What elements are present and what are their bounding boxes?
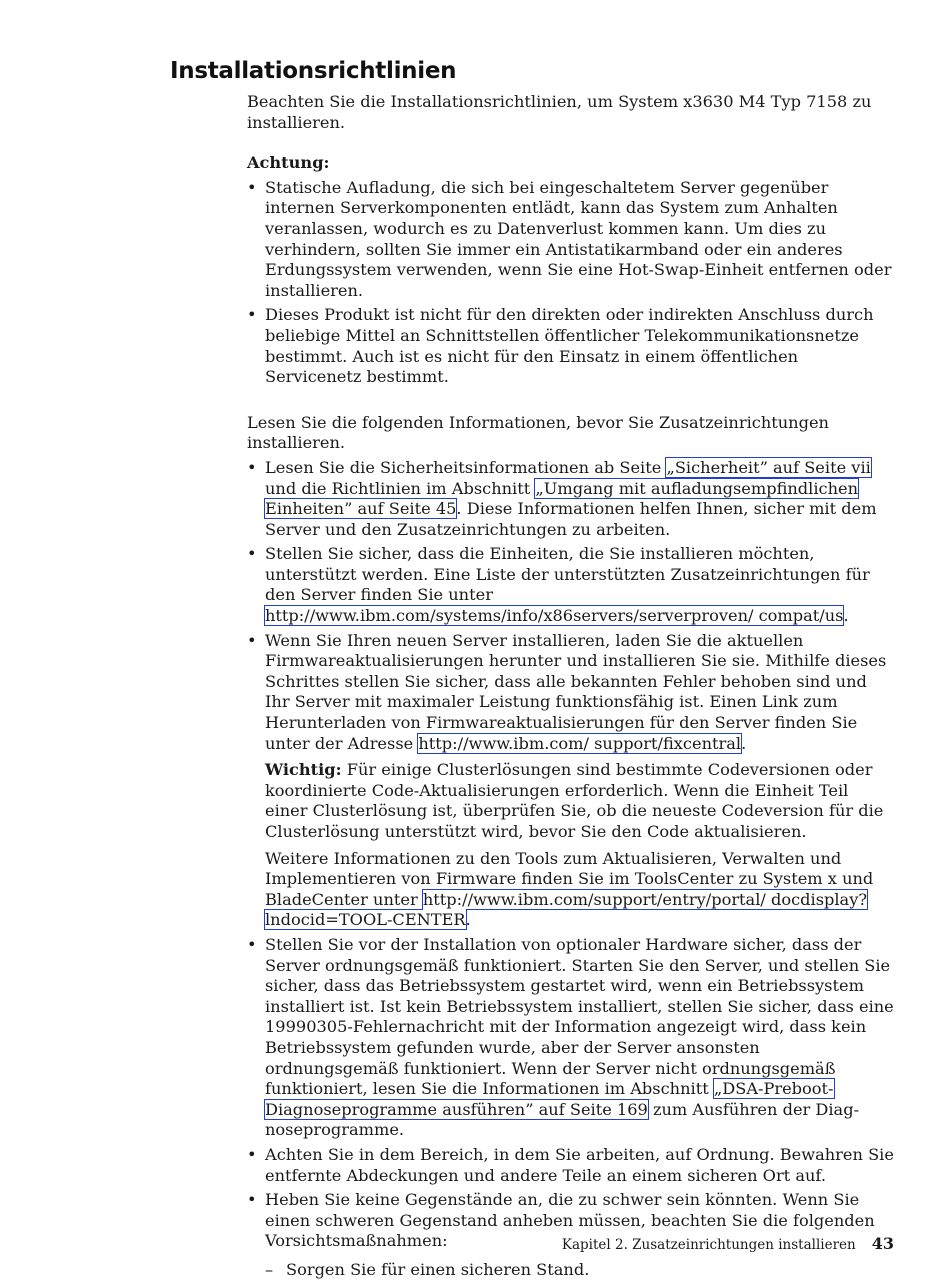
precaution-item: – Sorgen Sie für einen sicheren Stand.: [265, 1260, 894, 1281]
link-fixcentral[interactable]: http://www.ibm.com/ support/fixcentral: [418, 733, 742, 753]
warning-item: • Dieses Produkt ist nicht für den direkten oder indirekten Anschluss durch beliebige Mittel an Schnittstellen öffentlicher Telekommunikationsnetze bestimmt. Auch ist es nicht für den Einsatz in einem öffentlichen Servicenetz bestimmt.: [247, 305, 894, 387]
link-safety[interactable]: „Sicherheit” auf Seite vii: [666, 457, 871, 477]
warning-item: • Statische Aufladung, die sich bei eingeschaltetem Server gegenüber internen Serverkomponenten entlädt, kann das System zum Anhalten veranlassen, wodurch es zu Datenverlust kommen kann. Um dies zu verhindern, sollten Sie immer ein Antistatikarmband oder ein anderes Erdungssystem verwenden, wenn Sie eine Hot-Swap-Einheit entfernen oder installieren.: [247, 178, 894, 302]
guideline-item-safety: • Lesen Sie die Sicherheitsinformationen ab Seite „Sicherheit” auf Seite vii und die Richtlinien im Abschnitt „Umgang mit aufladungsempfindlichen Einheiten” auf Seite 45. Diese Informationen helfen Ihnen, sicher mit dem Server und den Zusatzeinrichtungen zu arbeiten.: [247, 458, 894, 540]
lead-paragraph: Lesen Sie die folgenden Informationen, bevor Sie Zusatzeinrichtungen installieren.: [247, 412, 829, 453]
intro-paragraph: Beachten Sie die Installationsrichtlinien, um System x3630 M4 Typ 7158 zu installieren.: [247, 92, 872, 132]
guideline-item-lifting: • Heben Sie keine Gegenstände an, die zu schwer sein könnten. Wenn Sie einen schweren Gegenstand anheben müssen, beachten Sie die folgenden Vorsichtsmaßnahmen: – Sorgen Sie für einen sicheren Stand.: [247, 1190, 894, 1280]
link-serverproven[interactable]: http://www.ibm.com/systems/info/x86servers/serverproven/ compat/us: [265, 606, 844, 626]
guideline-item-workspace: • Achten Sie in dem Bereich, in dem Sie arbeiten, auf Ordnung. Bewahren Sie entfernte Abdeckungen und andere Teile an einem sicheren Ort auf.: [247, 1145, 894, 1186]
lifting-precautions: [265, 1260, 894, 1281]
important-label: Wichtig:: [265, 760, 342, 780]
link-static-sensitive[interactable]: „Umgang mit aufladungsempfindlichen Einheiten” auf Seite 45: [265, 478, 859, 519]
page-title: Installationsrichtlinien: [170, 58, 457, 84]
important-note: Wichtig: Für einige Clusterlösungen sind bestimmte Codeversionen oder koordinierte Code-Aktualisierungen erforderlich. Wenn die Einheit Teil einer Clusterlösung ist, überprüfen Sie, ob die neueste Codeversion für die Clusterlösung unterstützt wird, bevor Sie den Code aktualisieren.: [265, 760, 884, 841]
guideline-item-supported-devices: • Stellen Sie sicher, dass die Einheiten, die Sie installieren möchten, unterstützt werden. Eine Liste der unterstützten Zusatzeinrichtungen für den Server finden Sie unter http://www.ibm.com/systems/info/x86servers/serverproven/ compat/us.: [247, 544, 894, 626]
toolscenter-note: Weitere Informationen zu den Tools zum Aktualisieren, Verwalten und Implementieren von Firmware finden Sie im ToolsCenter zu System x und BladeCenter unter http://www.ibm.com/support/entry/portal/ docdisplay?lndocid=TOOL-CENTER.: [265, 848, 874, 930]
link-toolscenter[interactable]: http://www.ibm.com/support/entry/portal/ docdisplay?lndocid=TOOL-CENTER: [265, 889, 868, 930]
page-number: 43: [871, 1234, 894, 1253]
page-content: [247, 92, 894, 1284]
page-footer: [562, 1234, 894, 1253]
warning-heading: Achtung:: [247, 153, 330, 173]
warning-list: [247, 178, 894, 388]
guideline-item-firmware: • Wenn Sie Ihren neuen Server installieren, laden Sie die aktuellen Firmwareaktualisierungen herunter und installieren Sie sie. Mithilfe dieses Schrittes stellen Sie sicher, dass alle bekannten Fehler behoben sind und Ihr Server mit maximaler Leistung funktionsfähig ist. Einen Link zum Herunterladen von Firmwareaktualisierungen für den Server finden Sie unter der Adresse http://www.ibm.com/ support/fixcentral. Wichtig: Für einige Clusterlösungen sind bestimmte Codeversionen oder koordinierte Code-Aktualisierungen erforderlich. Wenn die Einheit Teil einer Clusterlösung ist, überprüfen Sie, ob die neueste Codeversion für die Clusterlösung unterstützt wird, bevor Sie den Code aktualisieren. Weitere Informationen zu den Tools zum Aktualisieren, Verwalten und Implementieren von Firmware finden Sie im ToolsCenter zu System x und BladeCenter unter http://www.ibm.com/support/entry/portal/ docdisplay?lndocid=TOOL-CENTER.: [247, 631, 894, 931]
link-dsa-preboot[interactable]: „DSA-Preboot-Diagnoseprogramme ausführen” auf Seite 169: [265, 1079, 834, 1119]
guideline-list: [247, 458, 894, 1281]
footer-chapter: Kapitel 2. Zusatzeinrichtungen installieren: [561, 1237, 856, 1253]
guideline-item-verify-server: • Stellen Sie vor der Installation von optionaler Hardware sicher, dass der Server ordnungsgemäß funktioniert. Starten Sie den Server, und stellen Sie sicher, dass das Betriebssystem gestartet wird, wenn ein Betriebssystem installiert ist. Ist kein Betriebssystem installiert, stellen Sie sicher, dass eine 19990305-Fehlernachricht mit der Information angezeigt wird, dass kein Betriebssystem gefunden wurde, aber der Server ansonsten ordnungsgemäß funktioniert. Wenn der Server nicht ordnungsgemäß funktioniert, lesen Sie die Informationen im Abschnitt „DSA-Preboot-Diagnoseprogramme ausführen” auf Seite 169 zum Ausführen der Diagnoseprogramme.: [247, 935, 894, 1141]
